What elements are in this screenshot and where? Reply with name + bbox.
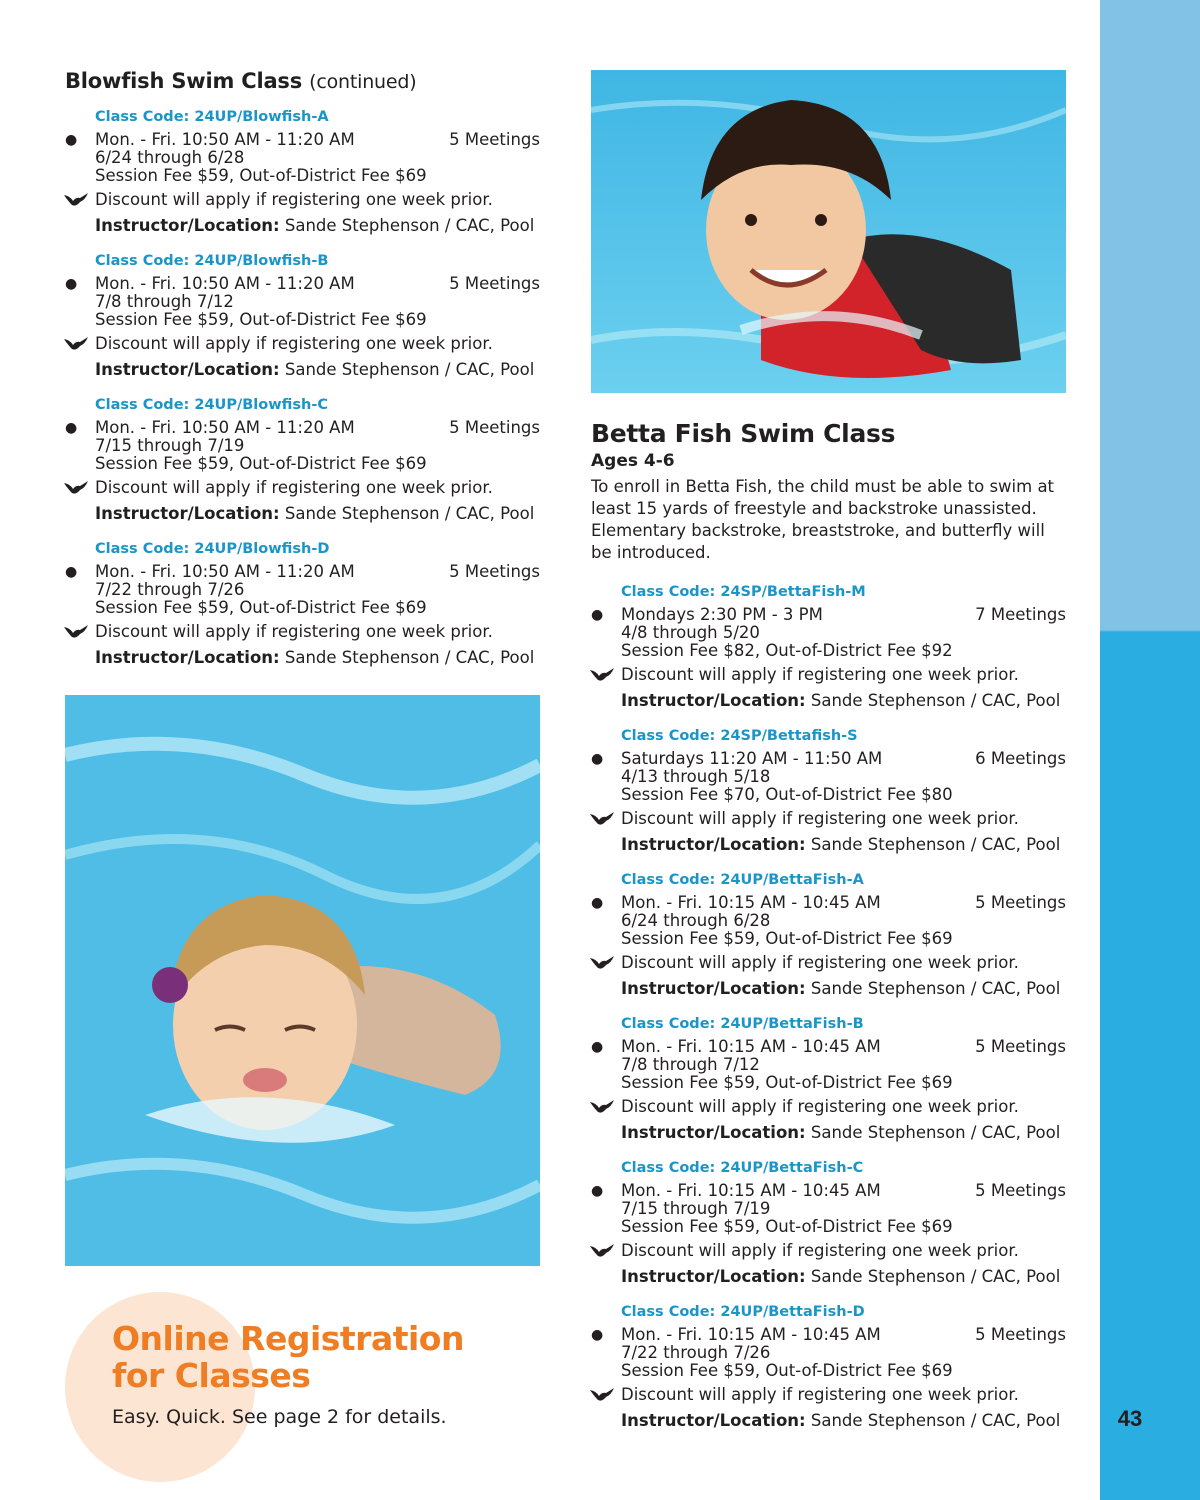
discount-row: [95, 335, 540, 353]
bird-discount-icon: [589, 955, 615, 971]
class-schedule-row: [591, 749, 1066, 768]
bird-discount-icon: [63, 192, 89, 208]
class-code: Class Code: 24UP/BettaFish-C: [621, 1160, 864, 1176]
promo-title-line2: for Classes: [112, 1356, 311, 1395]
blowfish-title: [65, 66, 540, 97]
class-meetings: 5 Meetings: [449, 418, 540, 437]
class-dates: 7/22 through 7/26: [95, 580, 245, 599]
instructor-value: Sande Stephenson / CAC, Pool: [805, 1267, 1061, 1286]
instructor-value: Sande Stephenson / CAC, Pool: [279, 504, 535, 523]
instructor-row: [621, 836, 1066, 854]
class-schedule-row: [591, 1325, 1066, 1344]
betta-title: Betta Fish Swim Class: [591, 419, 896, 448]
class-code: Class Code: 24UP/Blowfish-D: [95, 541, 330, 557]
class-listing: [591, 582, 1066, 710]
instructor-row: [621, 692, 1066, 710]
discount-text: Discount will apply if registering one week prior.: [621, 1385, 1019, 1404]
continued-label: (continued): [309, 71, 417, 93]
class-listing: [591, 726, 1066, 854]
class-dates: 7/15 through 7/19: [95, 436, 245, 455]
bird-discount-icon: [63, 336, 89, 352]
class-fee: Session Fee $70, Out-of-District Fee $80: [621, 785, 953, 804]
class-meetings: 5 Meetings: [975, 1181, 1066, 1200]
instructor-label: Instructor/Location:: [621, 979, 806, 998]
betta-section: [591, 418, 1066, 1430]
class-code: Class Code: 24UP/Blowfish-A: [95, 109, 329, 125]
bullet-icon: ●: [65, 276, 78, 292]
instructor-value: Sande Stephenson / CAC, Pool: [805, 1411, 1061, 1430]
class-dates: 4/13 through 5/18: [621, 767, 771, 786]
class-listing: [591, 1302, 1066, 1430]
instructor-value: Sande Stephenson / CAC, Pool: [279, 648, 535, 667]
bullet-icon: ●: [65, 420, 78, 436]
discount-row: [95, 479, 540, 497]
promo-title-line1: Online Registration: [112, 1319, 464, 1358]
class-schedule-row: [65, 274, 540, 293]
page-number: 43: [1117, 1406, 1143, 1431]
class-listing: [65, 251, 540, 379]
class-dates: 6/24 through 6/28: [95, 148, 245, 167]
girl-swimming-photo: [65, 695, 540, 1266]
discount-row: [95, 191, 540, 209]
class-schedule-row: [591, 1181, 1066, 1200]
class-schedule: Mon. - Fri. 10:50 AM - 11:20 AM: [95, 274, 355, 293]
class-fee: Session Fee $59, Out-of-District Fee $69: [95, 454, 427, 473]
instructor-label: Instructor/Location:: [95, 216, 280, 235]
class-schedule-row: [65, 418, 540, 437]
class-listing: [65, 395, 540, 523]
instructor-row: [95, 649, 540, 667]
class-dates: 7/22 through 7/26: [621, 1343, 771, 1362]
class-schedule-row: [591, 605, 1066, 624]
discount-text: Discount will apply if registering one week prior.: [621, 1241, 1019, 1260]
instructor-row: [95, 217, 540, 235]
class-meetings: 5 Meetings: [449, 130, 540, 149]
class-fee: Session Fee $59, Out-of-District Fee $69: [621, 1073, 953, 1092]
bullet-icon: ●: [591, 1183, 604, 1199]
class-schedule-row: [591, 893, 1066, 912]
instructor-row: [621, 980, 1066, 998]
class-schedule: Mon. - Fri. 10:15 AM - 10:45 AM: [621, 893, 881, 912]
class-schedule: Mon. - Fri. 10:15 AM - 10:45 AM: [621, 1325, 881, 1344]
class-schedule-row: [591, 1037, 1066, 1056]
class-listing: [591, 1158, 1066, 1286]
discount-text: Discount will apply if registering one week prior.: [95, 334, 493, 353]
promo-title[interactable]: [112, 1320, 532, 1394]
class-dates: 7/8 through 7/12: [621, 1055, 760, 1074]
class-dates: 7/15 through 7/19: [621, 1199, 771, 1218]
class-code: Class Code: 24UP/BettaFish-B: [621, 1016, 864, 1032]
discount-text: Discount will apply if registering one week prior.: [621, 1097, 1019, 1116]
discount-text: Discount will apply if registering one week prior.: [621, 953, 1019, 972]
instructor-row: [95, 361, 540, 379]
class-fee: Session Fee $59, Out-of-District Fee $69: [95, 310, 427, 329]
instructor-label: Instructor/Location:: [621, 1267, 806, 1286]
class-dates: 7/8 through 7/12: [95, 292, 234, 311]
class-listing: [591, 870, 1066, 998]
bullet-icon: ●: [65, 564, 78, 580]
class-schedule: Mondays 2:30 PM - 3 PM: [621, 605, 823, 624]
promo-subtitle: Easy. Quick. See page 2 for details.: [112, 1406, 447, 1428]
class-fee: Session Fee $59, Out-of-District Fee $69: [621, 1361, 953, 1380]
class-code: Class Code: 24UP/Blowfish-C: [95, 397, 328, 413]
class-listing: [591, 1014, 1066, 1142]
class-meetings: 5 Meetings: [975, 893, 1066, 912]
instructor-label: Instructor/Location:: [621, 1123, 806, 1142]
discount-row: [621, 1098, 1066, 1116]
class-schedule: Mon. - Fri. 10:15 AM - 10:45 AM: [621, 1037, 881, 1056]
class-schedule-row: [65, 562, 540, 581]
instructor-label: Instructor/Location:: [95, 648, 280, 667]
instructor-row: [621, 1124, 1066, 1142]
class-fee: Session Fee $59, Out-of-District Fee $69: [621, 1217, 953, 1236]
instructor-value: Sande Stephenson / CAC, Pool: [805, 979, 1061, 998]
bullet-icon: ●: [591, 751, 604, 767]
instructor-label: Instructor/Location:: [621, 1411, 806, 1430]
instructor-value: Sande Stephenson / CAC, Pool: [805, 691, 1061, 710]
bird-discount-icon: [589, 811, 615, 827]
discount-row: [95, 623, 540, 641]
instructor-value: Sande Stephenson / CAC, Pool: [279, 216, 535, 235]
instructor-label: Instructor/Location:: [621, 691, 806, 710]
blowfish-title-text: Blowfish Swim Class: [65, 69, 303, 93]
bird-discount-icon: [63, 624, 89, 640]
discount-text: Discount will apply if registering one week prior.: [621, 809, 1019, 828]
boy-swimming-photo: [591, 70, 1066, 393]
instructor-label: Instructor/Location:: [621, 835, 806, 854]
class-dates: 4/8 through 5/20: [621, 623, 760, 642]
bird-discount-icon: [63, 480, 89, 496]
bullet-icon: ●: [591, 895, 604, 911]
class-schedule: Mon. - Fri. 10:50 AM - 11:20 AM: [95, 130, 355, 149]
class-meetings: 5 Meetings: [975, 1325, 1066, 1344]
class-meetings: 7 Meetings: [975, 605, 1066, 624]
class-meetings: 5 Meetings: [449, 562, 540, 581]
class-schedule: Mon. - Fri. 10:15 AM - 10:45 AM: [621, 1181, 881, 1200]
bullet-icon: ●: [65, 132, 78, 148]
class-code: Class Code: 24SP/Bettafish-S: [621, 728, 858, 744]
class-listing: [65, 539, 540, 667]
class-schedule: Mon. - Fri. 10:50 AM - 11:20 AM: [95, 418, 355, 437]
class-code: Class Code: 24SP/BettaFish-M: [621, 584, 866, 600]
instructor-row: [621, 1268, 1066, 1286]
bird-discount-icon: [589, 1387, 615, 1403]
instructor-value: Sande Stephenson / CAC, Pool: [279, 360, 535, 379]
instructor-value: Sande Stephenson / CAC, Pool: [805, 835, 1061, 854]
class-dates: 6/24 through 6/28: [621, 911, 771, 930]
discount-row: [621, 954, 1066, 972]
class-listing: [65, 107, 540, 235]
bird-discount-icon: [589, 667, 615, 683]
class-fee: Session Fee $82, Out-of-District Fee $92: [621, 641, 953, 660]
bullet-icon: ●: [591, 1039, 604, 1055]
discount-text: Discount will apply if registering one week prior.: [95, 622, 493, 641]
class-code: Class Code: 24UP/BettaFish-D: [621, 1304, 865, 1320]
instructor-row: [95, 505, 540, 523]
betta-description: To enroll in Betta Fish, the child must be able to swim at least 15 yards of freestyle and backstroke unassisted. Elementary backstroke, breaststroke, and butterfly will be introduced.: [591, 477, 1055, 562]
class-code: Class Code: 24UP/BettaFish-A: [621, 872, 864, 888]
class-fee: Session Fee $59, Out-of-District Fee $69: [95, 166, 427, 185]
instructor-row: [621, 1412, 1066, 1430]
discount-row: [621, 810, 1066, 828]
class-fee: Session Fee $59, Out-of-District Fee $69: [621, 929, 953, 948]
class-schedule-row: [65, 130, 540, 149]
discount-text: Discount will apply if registering one week prior.: [95, 190, 493, 209]
bird-discount-icon: [589, 1243, 615, 1259]
class-meetings: 6 Meetings: [975, 749, 1066, 768]
bird-discount-icon: [589, 1099, 615, 1115]
class-schedule: Mon. - Fri. 10:50 AM - 11:20 AM: [95, 562, 355, 581]
discount-row: [621, 1386, 1066, 1404]
class-fee: Session Fee $59, Out-of-District Fee $69: [95, 598, 427, 617]
instructor-label: Instructor/Location:: [95, 360, 280, 379]
bullet-icon: ●: [591, 1327, 604, 1343]
instructor-label: Instructor/Location:: [95, 504, 280, 523]
instructor-value: Sande Stephenson / CAC, Pool: [805, 1123, 1061, 1142]
discount-text: Discount will apply if registering one week prior.: [95, 478, 493, 497]
class-meetings: 5 Meetings: [449, 274, 540, 293]
bullet-icon: ●: [591, 607, 604, 623]
discount-row: [621, 1242, 1066, 1260]
blowfish-section: [65, 66, 540, 667]
class-meetings: 5 Meetings: [975, 1037, 1066, 1056]
class-code: Class Code: 24UP/Blowfish-B: [95, 253, 329, 269]
discount-text: Discount will apply if registering one week prior.: [621, 665, 1019, 684]
sidebar-stripe: [1100, 0, 1200, 1500]
class-schedule: Saturdays 11:20 AM - 11:50 AM: [621, 749, 883, 768]
betta-ages: Ages 4-6: [591, 451, 675, 471]
discount-row: [621, 666, 1066, 684]
